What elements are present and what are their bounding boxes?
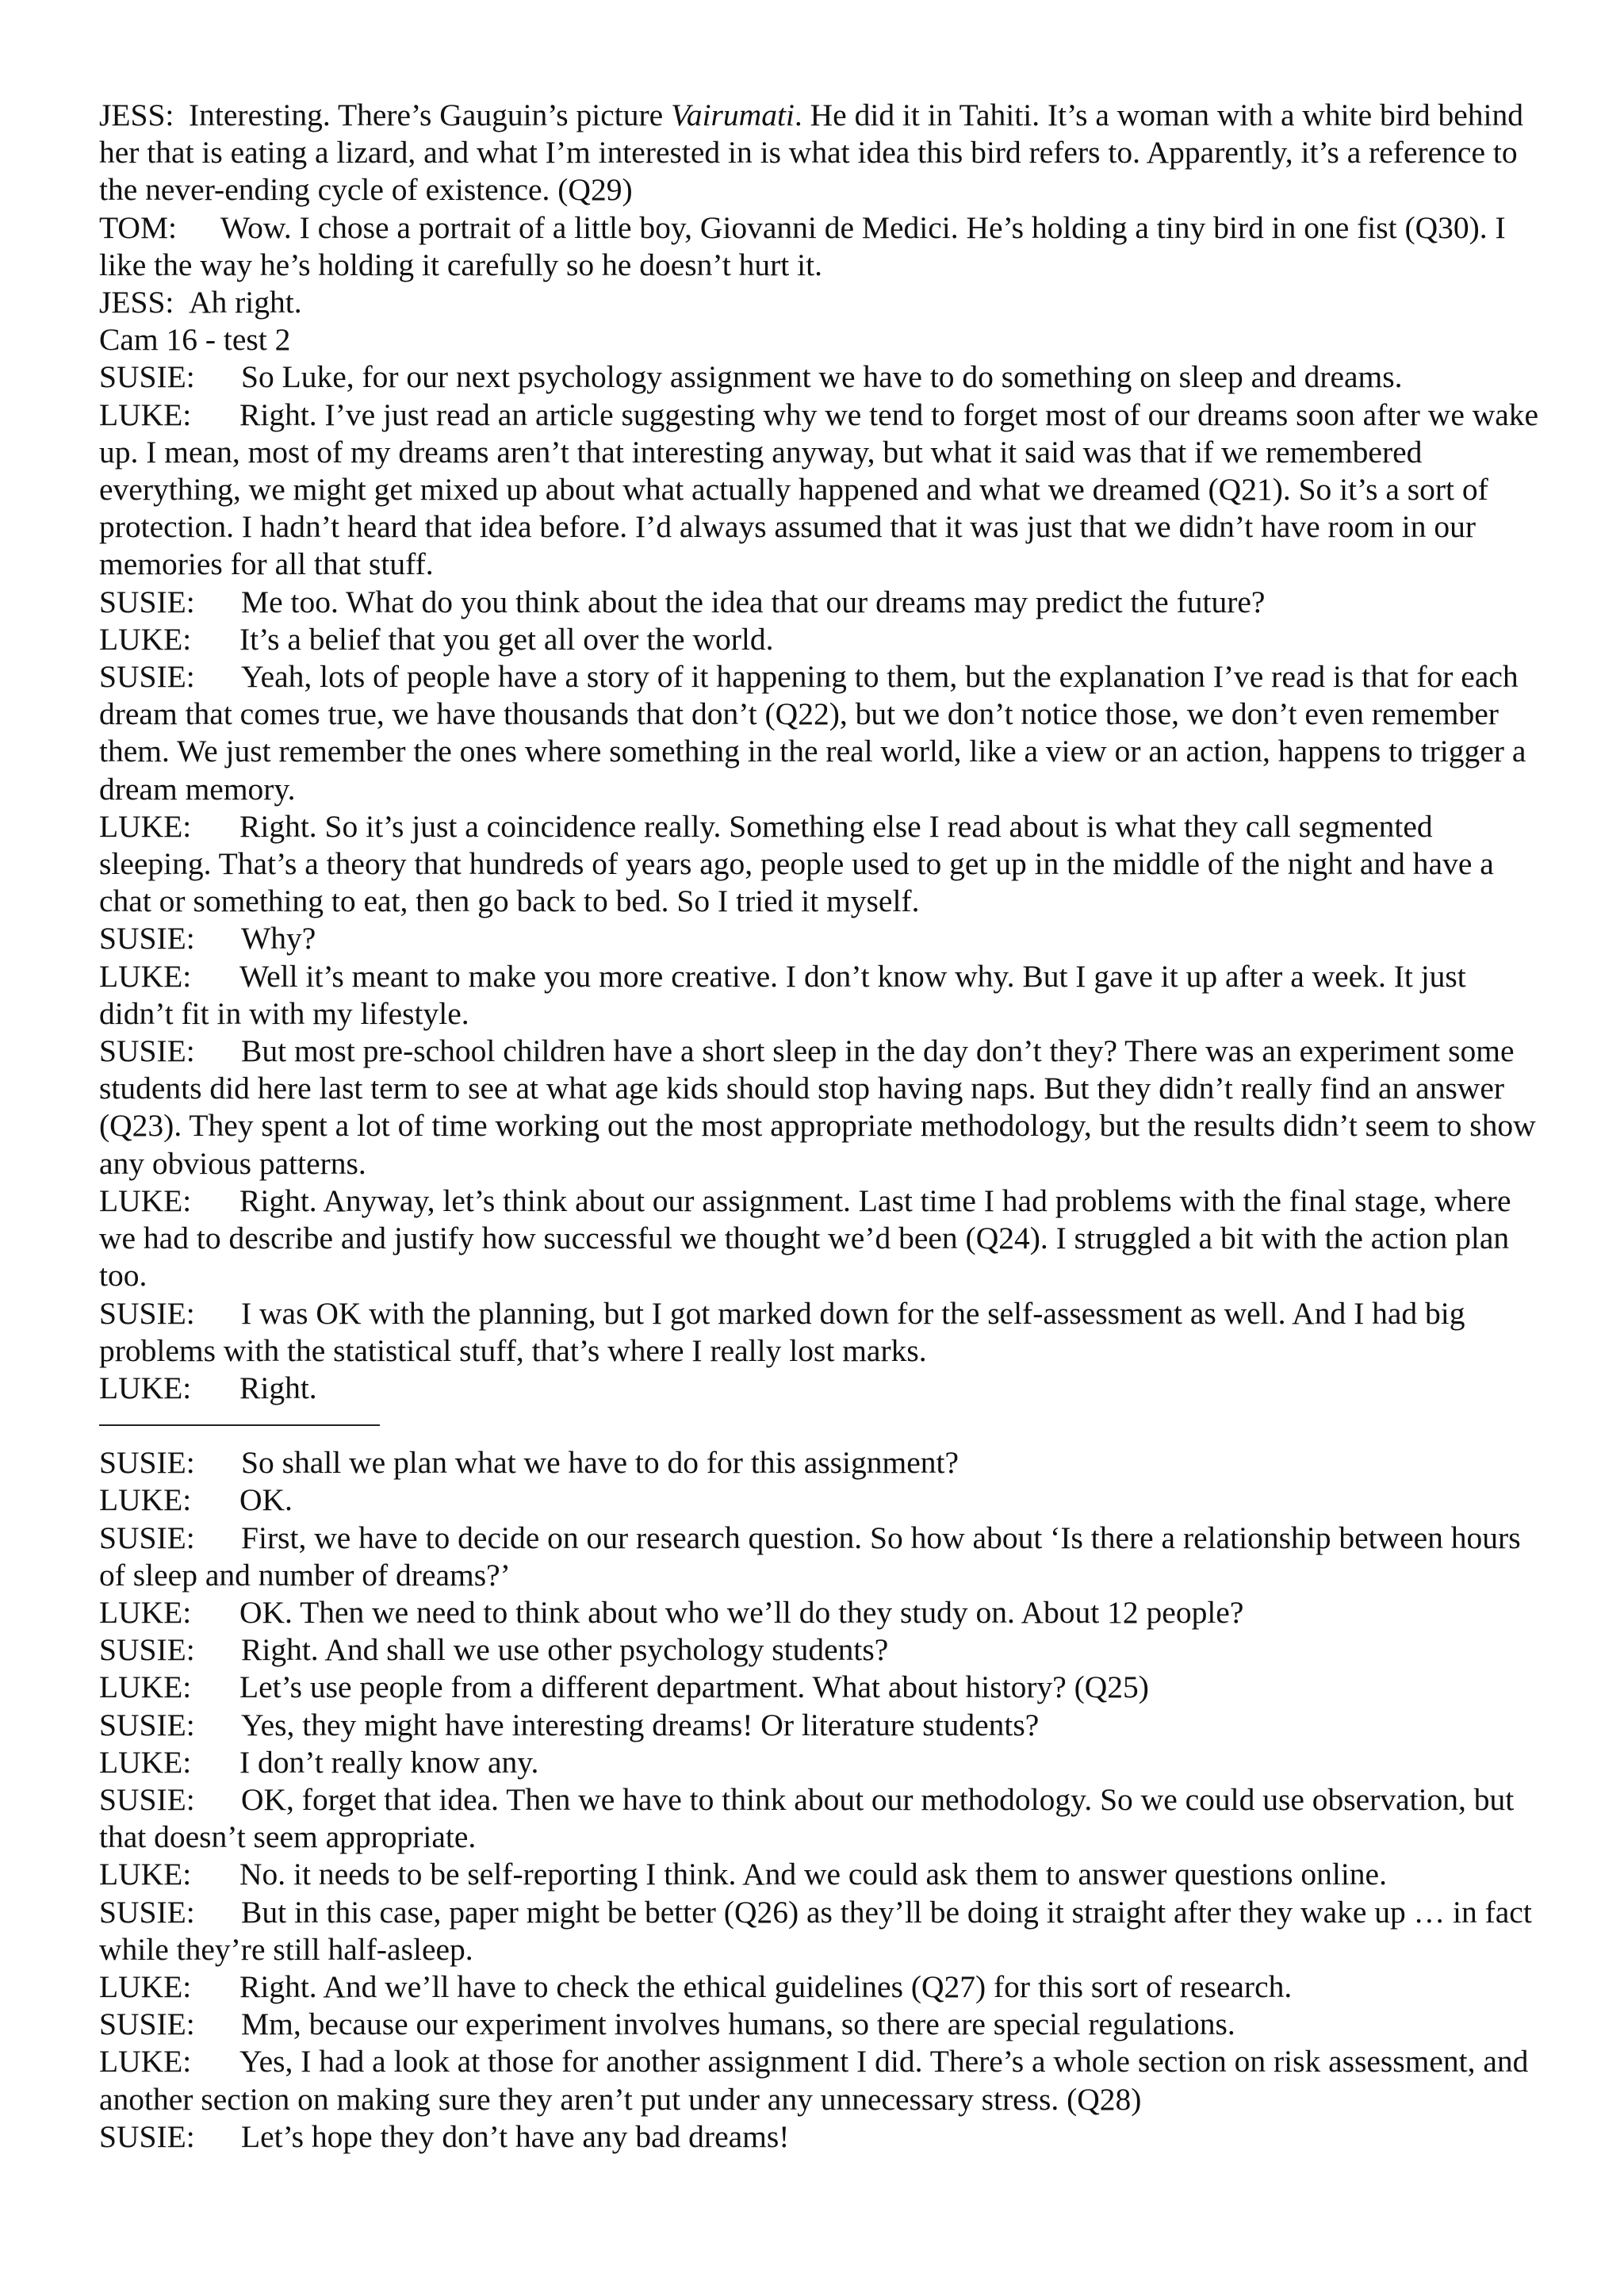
dialogue-line — [99, 97, 1542, 209]
speaker-label: SUSIE: — [99, 1632, 195, 1668]
dialogue-text: But in this case, paper might be better (Q26) as they’ll be doing it straight after they wake up … in fact while they’re still half-asleep. — [99, 1894, 1532, 1967]
dialogue-line — [99, 2006, 1542, 2043]
section-divider — [99, 1424, 380, 1426]
dialogue-line — [99, 1894, 1542, 1968]
transcript-document — [99, 97, 1542, 2156]
speaker-label: LUKE: — [99, 1594, 192, 1630]
speaker-label: SUSIE: — [99, 1445, 195, 1481]
dialogue-text: Yes, I had a look at those for another assignment I did. There’s a whole section on risk assessment, and another section on making sure they aren’t put under any unnecessary stress. (Q28) — [99, 2044, 1529, 2117]
dialogue-line — [99, 584, 1542, 621]
dialogue-text: It’s a belief that you get all over the world. — [239, 621, 774, 657]
dialogue-line — [99, 397, 1542, 584]
dialogue-text: Let’s use people from a different department. What about history? (Q25) — [239, 1669, 1149, 1705]
dialogue-line — [99, 358, 1542, 396]
dialogue-line — [99, 1669, 1542, 1706]
dialogue-text: Right. So it’s just a coincidence really. Something else I read about is what they call segmented sleeping. That’s a theory that hundreds of years ago, people used to get up in the middle of the night and have a chat or something to eat, then go back to bed. So I tried it myself. — [99, 808, 1494, 919]
dialogue-text: Right. Anyway, let’s think about our assignment. Last time I had problems with the final stage, where we had to describe and justify how successful we thought we’d been (Q24). I struggled a bit with the action plan too. — [99, 1182, 1511, 1294]
dialogue-text: OK. — [239, 1482, 293, 1518]
dialogue-line — [99, 1370, 1542, 1407]
dialogue-text: First, we have to decide on our research question. So how about ‘Is there a relationship between hours of sleep and number of dreams?’ — [99, 1520, 1521, 1593]
dialogue-line — [99, 1444, 1542, 1481]
dialogue-line — [99, 2118, 1542, 2156]
dialogue-line — [99, 1856, 1542, 1893]
speaker-label: SUSIE: — [99, 1707, 195, 1742]
dialogue-text: Wow. I chose a portrait of a little boy, Giovanni de Medici. He’s holding a tiny bird in one fist (Q30). I like the way he’s holding it carefully so he doesn’t hurt it. — [99, 209, 1506, 282]
dialogue-text: . He did it in Tahiti. It’s a woman with a white bird behind her that is eating a lizard, and what I’m interested in is what idea this bird refers to. Apparently, it’s a reference to the never-ending cycle of existence. (Q29) — [99, 98, 1524, 208]
speaker-label: LUKE: — [99, 1744, 192, 1780]
dialogue-line — [99, 808, 1542, 921]
speaker-label: SUSIE: — [99, 659, 195, 695]
speaker-label: JESS: — [99, 285, 174, 320]
speaker-label: SUSIE: — [99, 2007, 195, 2042]
dialogue-text: Right. And we’ll have to check the ethical guidelines (Q27) for this sort of research. — [239, 1968, 1293, 2004]
speaker-label: SUSIE: — [99, 2118, 195, 2154]
dialogue-text: No. it needs to be self-reporting I think. And we could ask them to answer questions online. — [239, 1857, 1387, 1892]
dialogue-line — [99, 284, 1542, 321]
dialogue-text: OK, forget that idea. Then we have to think about our methodology. So we could use observation, but that doesn’t seem appropriate. — [99, 1781, 1515, 1855]
artwork-title: Vairumati — [671, 98, 795, 132]
dialogue-text: So shall we plan what we have to do for this assignment? — [241, 1445, 959, 1481]
speaker-label: LUKE: — [99, 1968, 192, 2004]
dialogue-text: Ah right. — [189, 285, 302, 320]
dialogue-line — [99, 1968, 1542, 2006]
dialogue-text: Interesting. There’s Gauguin’s picture — [189, 98, 672, 132]
speaker-label: TOM: — [99, 209, 178, 245]
speaker-label: SUSIE: — [99, 1894, 195, 1930]
speaker-label: SUSIE: — [99, 921, 195, 956]
dialogue-text: Why? — [241, 921, 316, 956]
speaker-label: LUKE: — [99, 1857, 192, 1892]
speaker-label: LUKE: — [99, 1669, 192, 1705]
dialogue-line — [99, 209, 1542, 284]
dialogue-text: Me too. What do you think about the idea that our dreams may predict the future? — [241, 584, 1266, 619]
dialogue-line — [99, 1744, 1542, 1781]
speaker-label: SUSIE: — [99, 1295, 195, 1331]
speaker-label: SUSIE: — [99, 1781, 195, 1817]
dialogue-text: But most pre-school children have a short sleep in the day don’t they? There was an experiment some students did here last term to see at what age kids should stop having naps. But they didn’t really find an answer (Q23). They spent a lot of time working out the most appropriate methodology, but the results didn’t seem to show any obvious patterns. — [99, 1033, 1536, 1181]
speaker-label: SUSIE: — [99, 1520, 195, 1555]
dialogue-line — [99, 1631, 1542, 1669]
dialogue-line — [99, 1033, 1542, 1182]
speaker-label: LUKE: — [99, 1370, 192, 1405]
dialogue-text: Well it’s meant to make you more creative. I don’t know why. But I gave it up after a week. It just didn’t fit in with my lifestyle. — [99, 958, 1466, 1031]
speaker-label: LUKE: — [99, 621, 192, 657]
speaker-label: LUKE: — [99, 808, 192, 844]
dialogue-line — [99, 1707, 1542, 1744]
speaker-label: SUSIE: — [99, 359, 195, 395]
dialogue-line — [99, 1520, 1542, 1594]
dialogue-text: Mm, because our experiment involves humans, so there are special regulations. — [241, 2007, 1235, 2042]
dialogue-text: So Luke, for our next psychology assignment we have to do something on sleep and dreams. — [241, 359, 1403, 395]
dialogue-text: Right. I’ve just read an article suggesting why we tend to forget most of our dreams soon after we wake up. I mean, most of my dreams aren’t that interesting anyway, but what it said was that if we remembered everything, we might get mixed up about what actually happened and what we dreamed (Q21). So it’s a sort of protection. I hadn’t heard that idea before. I’d always assumed that it was just that we didn’t have room in our memories for all that stuff. — [99, 397, 1539, 582]
dialogue-line — [99, 1481, 1542, 1519]
dialogue-text: Right. — [239, 1370, 317, 1405]
dialogue-line — [99, 1781, 1542, 1856]
dialogue-text: Let’s hope they don’t have any bad dreams! — [241, 2118, 790, 2154]
speaker-label: LUKE: — [99, 2044, 192, 2079]
dialogue-text: I was OK with the planning, but I got marked down for the self-assessment as well. And I had big problems with the statistical stuff, that’s where I really lost marks. — [99, 1295, 1465, 1368]
dialogue-line — [99, 920, 1542, 957]
dialogue-line — [99, 1182, 1542, 1295]
speaker-label: LUKE: — [99, 1482, 192, 1518]
speaker-label: LUKE: — [99, 397, 192, 432]
dialogue-line — [99, 2043, 1542, 2118]
dialogue-text: Right. And shall we use other psychology students? — [241, 1632, 889, 1668]
dialogue-text: I don’t really know any. — [239, 1744, 539, 1780]
dialogue-text: OK. Then we need to think about who we’ll do they study on. About 12 people? — [239, 1594, 1244, 1630]
dialogue-text: Yes, they might have interesting dreams! Or literature students? — [241, 1707, 1040, 1742]
dialogue-line — [99, 958, 1542, 1033]
dialogue-line — [99, 621, 1542, 658]
speaker-label: SUSIE: — [99, 584, 195, 619]
dialogue-line — [99, 1594, 1542, 1631]
transcript-block-part-2 — [99, 1444, 1542, 2156]
speaker-label: SUSIE: — [99, 1033, 195, 1069]
dialogue-text: Yeah, lots of people have a story of it happening to them, but the explanation I’ve read is that for each dream that comes true, we have thousands that don’t (Q22), but we don’t notice those, we don’t even remember them. We just remember the ones where something in the real world, like a view or an action, happens to trigger a dream memory. — [99, 659, 1526, 807]
section-heading: Cam 16 - test 2 — [99, 322, 291, 358]
transcript-block-part-1 — [99, 97, 1542, 1407]
dialogue-line — [99, 658, 1542, 808]
dialogue-line — [99, 1295, 1542, 1370]
speaker-label: LUKE: — [99, 1182, 192, 1218]
speaker-label: LUKE: — [99, 958, 192, 994]
speaker-label: JESS: — [99, 98, 174, 132]
